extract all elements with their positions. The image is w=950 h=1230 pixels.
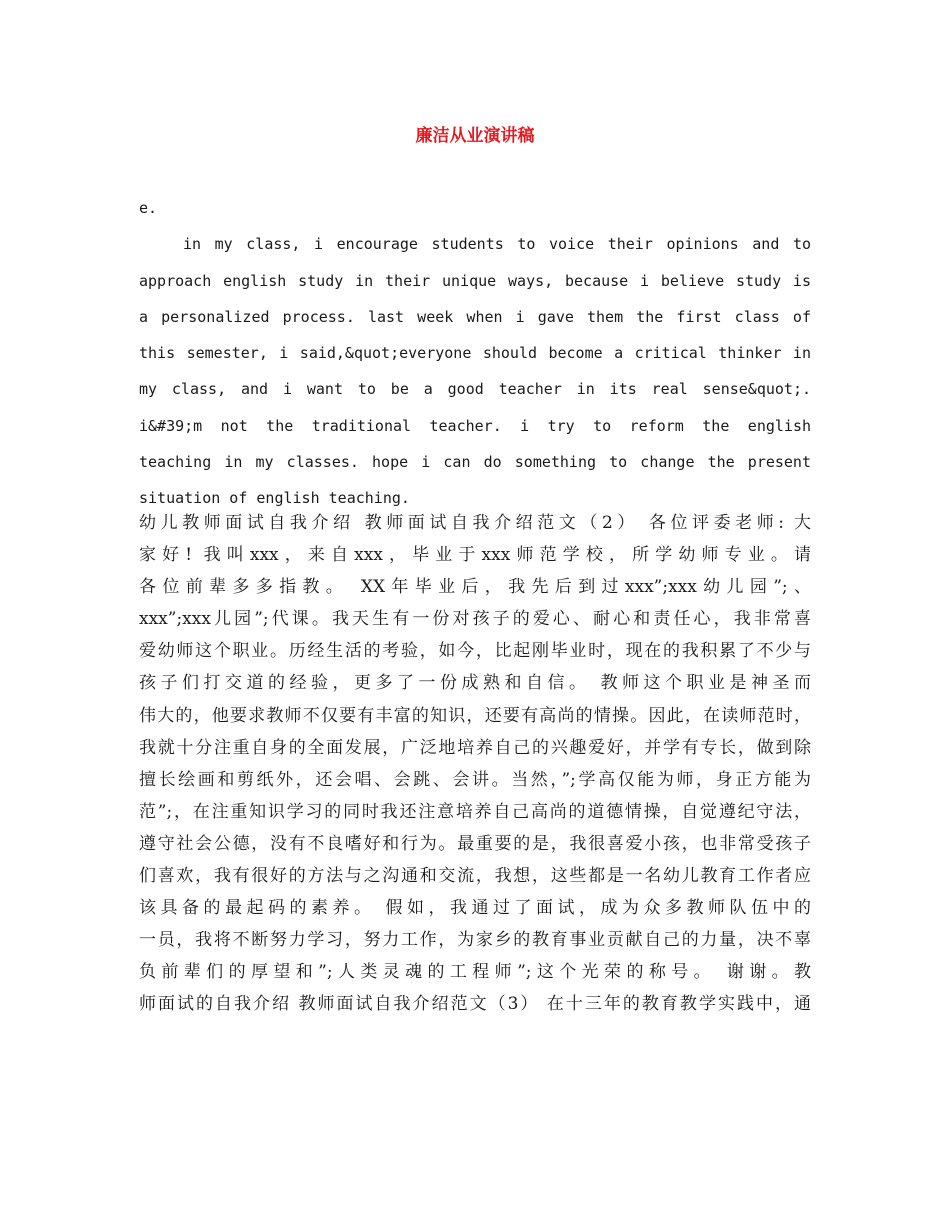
text-line: situation of english teaching. [139, 489, 410, 508]
text-line: teaching in my classes. hope i can do something to change the present [139, 453, 811, 472]
text-line: 们喜欢，我有很好的方法与之沟通和交流，我想，这些都是一名幼儿教育工作者应 [139, 866, 811, 887]
text-line: 幼儿教师面试自我介绍 教师面试自我介绍范文（2） 各位评委老师: 大 [139, 513, 811, 533]
text-line: this semester, i said,&quot;everyone should become a critical thinker in [139, 344, 811, 363]
text-line: 遵守社会公德，没有不良嗜好和行为。最重要的是，我很喜爱小孩，也非常受孩子 [139, 833, 811, 854]
text-line: 孩子们打交道的经验，更多了一份成熟和自信。 教师这个职业是神圣而 [139, 673, 811, 694]
text-line: my class, and i want to be a good teacher in its real sense&quot;. [139, 380, 811, 399]
document-title: 廉洁从业演讲稿 [415, 126, 535, 146]
text-line: 擅长绘画和剪纸外，还会唱、会跳、会讲。当然，”;学高仅能为师，身正方能为 [139, 769, 811, 790]
text-line: 爱幼师这个职业。历经生活的考验，如今，比起刚毕业时，现在的我积累了不少与 [139, 641, 811, 662]
text-line: e. [139, 199, 158, 217]
text-line: approach english study in their unique ways, because i believe study is [139, 271, 811, 290]
text-line: i&#39;m not the traditional teacher. i try to reform the english [139, 416, 811, 435]
text-line: in my class, i encourage students to voice their opinions and to [183, 235, 811, 254]
english-paragraph [139, 193, 811, 520]
text-line: 该具备的最起码的素养。 假如，我通过了面试，成为众多教师队伍中的 [139, 898, 811, 919]
text-line: xxx”;xxx儿园”;代课。我天生有一份对孩子的爱心、耐心和责任心，我非常喜 [139, 609, 811, 630]
text-line: 伟大的，他要求教师不仅要有丰富的知识，还要有高尚的情操。因此，在读师范时， [139, 705, 811, 726]
text-line: 范”;，在注重知识学习的同时我还注意培养自己高尚的道德情操，自觉遵纪守法， [139, 801, 811, 822]
text-line: 一员，我将不断努力学习，努力工作，为家乡的教育事业贡献自己的力量，决不辜 [139, 930, 811, 951]
text-line: 我就十分注重自身的全面发展，广泛地培养自己的兴趣爱好，并学有专长，做到除 [139, 737, 811, 758]
text-line: 师面试的自我介绍 教师面试自我介绍范文（3） 在十三年的教育教学实践中，通 [139, 994, 811, 1015]
text-line: 家好! 我叫xxx，来自xxx，毕业于xxx师范学校，所学幼师专业。请 [139, 545, 811, 566]
text-line: 负前辈们的厚望和”;人类灵魂的工程师”;这个光荣的称号。 谢谢。教 [139, 962, 811, 983]
text-line: a personalized process. last week when i gave them the first class of [139, 307, 811, 326]
chinese-paragraph [139, 508, 811, 1022]
text-line: 各位前辈多多指教。 XX年毕业后，我先后到过xxx”;xxx幼儿园”;、 [139, 577, 811, 598]
